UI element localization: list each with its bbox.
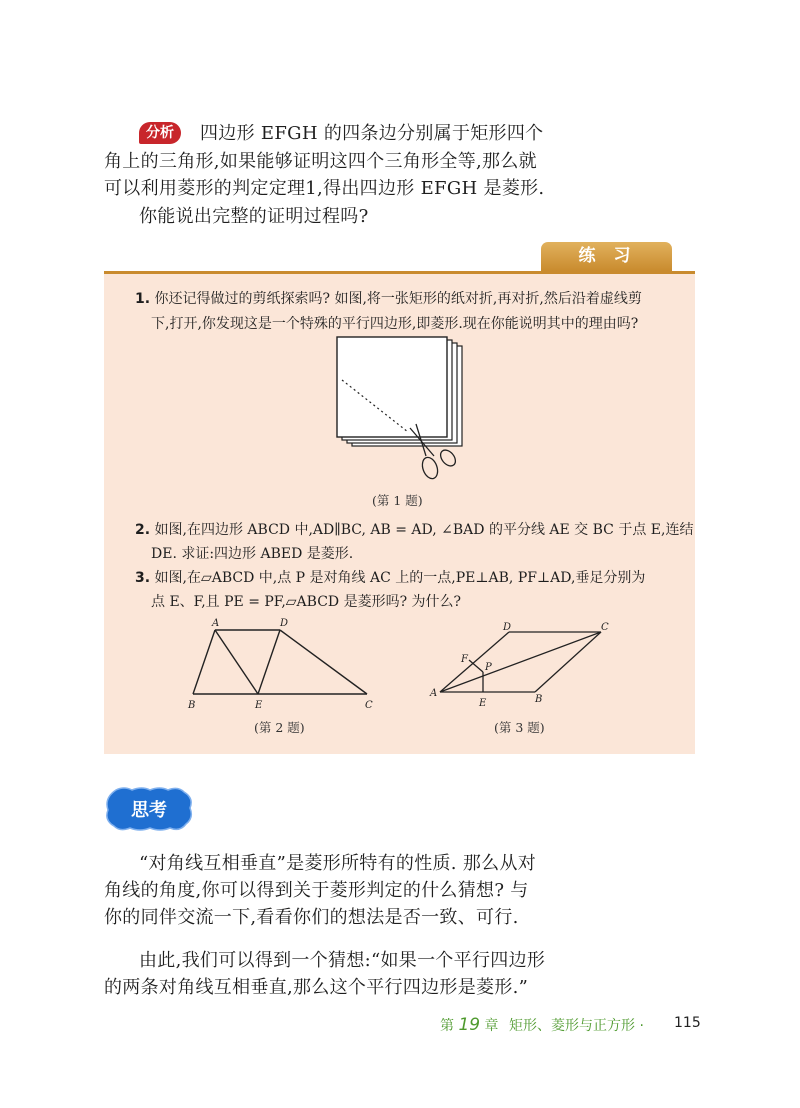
think-p2-line-2: 的两条对角线互相垂直,那么这个平行四边形是菱形.” xyxy=(104,977,529,998)
analysis-badge: 分析 xyxy=(139,122,181,144)
exercise-2-line-2: DE. 求证:四边形 ABED 是菱形. xyxy=(151,546,354,562)
think-badge xyxy=(104,786,194,832)
exercise-1-line-2: 下,打开,你发现这是一个特殊的平行四边形,即菱形.现在你能说明其中的理由吗? xyxy=(151,316,639,332)
exercise-2-line-1 xyxy=(135,519,693,542)
fig2-label-C: C xyxy=(365,700,373,711)
exercise-3-line-2: 点 E、F,且 PE = PF,▱ABCD 是菱形吗? 为什么? xyxy=(151,594,462,610)
fig2-label-B: B xyxy=(188,700,196,711)
think-p1-line-2: 角线的角度,你可以得到关于菱形判定的什么猜想? 与 xyxy=(104,880,529,901)
exercise-2-number: 2. xyxy=(135,522,151,538)
analysis-line-3: 可以利用菱形的判定定理1,得出四边形 EFGH 是菱形. xyxy=(104,178,545,199)
exercise-2-caption: (第 2 题) xyxy=(254,720,305,735)
practice-tab: 练习 xyxy=(541,242,672,271)
fig3-label-D: D xyxy=(503,622,512,633)
fig3-label-C: C xyxy=(601,622,609,633)
analysis-line-2: 角上的三角形,如果能够证明这四个三角形全等,那么就 xyxy=(104,151,537,172)
figure-exercise-2 xyxy=(185,616,380,716)
exercise-1-line-1 xyxy=(135,288,642,311)
analysis-line-1: 四边形 EFGH 的四条边分别属于矩形四个 xyxy=(200,123,544,144)
exercise-3-text-1: 如图,在▱ABCD 中,点 P 是对角线 AC 上的一点,PE⊥AB, PF⊥AD,垂足分别为 xyxy=(154,570,646,586)
fig3-label-A: A xyxy=(430,688,438,699)
footer-chapter-prefix: 第 xyxy=(440,1018,454,1034)
exercise-3-number: 3. xyxy=(135,570,151,586)
exercise-3-caption: (第 3 题) xyxy=(494,720,545,735)
footer-chapter-number: 19 xyxy=(458,1015,481,1035)
footer-chapter-suffix: 章 xyxy=(484,1018,499,1034)
exercise-2-text-1: 如图,在四边形 ABCD 中,AD∥BC, AB = AD, ∠BAD 的平分线 AE 交 BC 于点 E,连结 xyxy=(154,522,694,538)
think-p1-line-1: “对角线互相垂直”是菱形所特有的性质. 那么从对 xyxy=(139,853,537,874)
fig2-label-A: A xyxy=(212,618,220,629)
footer-chapter xyxy=(440,1015,644,1035)
fig3-label-E: E xyxy=(479,698,487,709)
think-badge-label: 思考 xyxy=(131,800,167,821)
fig3-label-P: P xyxy=(485,662,492,673)
exercise-1-text-1: 你还记得做过的剪纸探索吗? 如图,将一张矩形的纸对折,再对折,然后沿着虚线剪 xyxy=(154,291,642,307)
paper-cut-figure xyxy=(330,336,470,486)
exercise-3-line-1 xyxy=(135,567,645,590)
figure-exercise-3 xyxy=(425,620,620,715)
think-p1-line-3: 你的同伴交流一下,看看你们的想法是否一致、可行. xyxy=(104,907,519,928)
fig3-label-B: B xyxy=(535,694,543,705)
think-p2-line-1: 由此,我们可以得到一个猜想:“如果一个平行四边形 xyxy=(139,950,546,971)
page-number: 115 xyxy=(674,1015,701,1031)
fig3-label-F: F xyxy=(461,654,468,665)
footer-chapter-title: 矩形、菱形与正方形 · xyxy=(509,1018,644,1034)
exercise-1-caption: (第 1 题) xyxy=(372,493,423,508)
fig2-label-E: E xyxy=(255,700,263,711)
exercise-1-number: 1. xyxy=(135,291,151,307)
fig2-label-D: D xyxy=(280,618,289,629)
analysis-question: 你能说出完整的证明过程吗? xyxy=(139,206,369,227)
